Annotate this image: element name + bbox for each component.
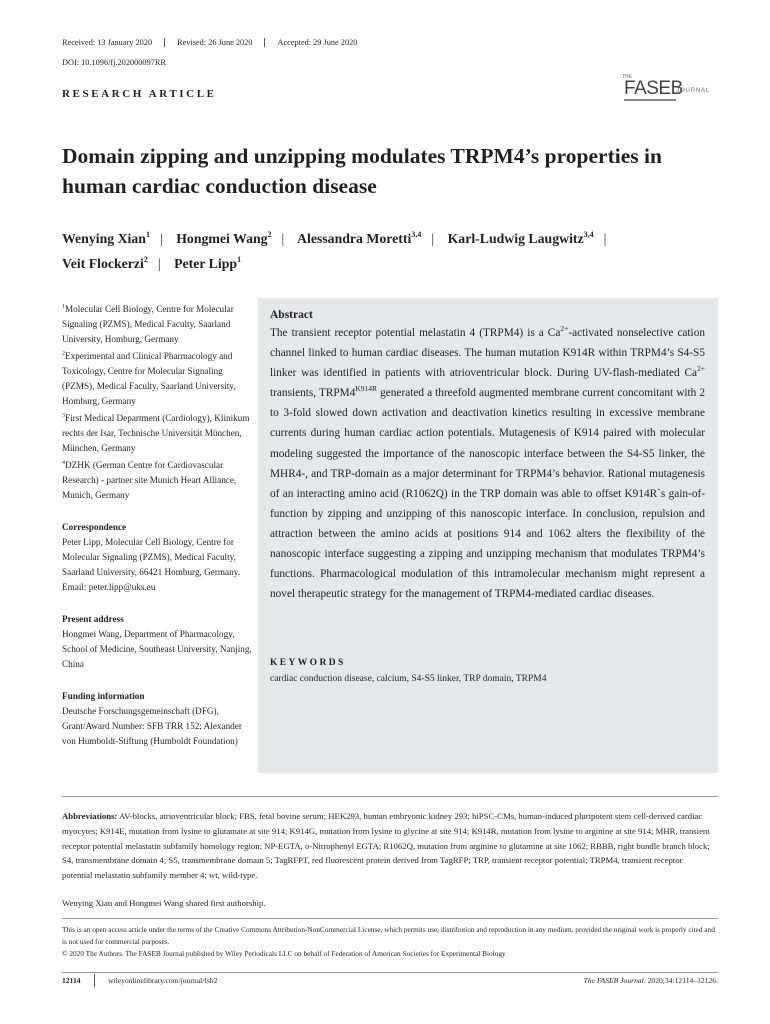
article-title: Domain zipping and unzipping modulates TRPM4’s properties in human cardiac conduction disease xyxy=(62,144,662,198)
revised-date: Revised: 26 June 2020 xyxy=(164,38,264,47)
author[interactable]: Peter Lipp$^1$ xyxy=(174,255,242,271)
present-address-heading: Present address xyxy=(62,614,124,624)
correspondence-text: Peter Lipp, Molecular Cell Biology, Centre for Molecular Signaling (PZMS), Medical Faculty, Saarland University, 66421 Homburg, Germany. xyxy=(62,537,241,577)
author-list: Wenying Xian$^1$ | Hongmei Wang$^2$ | Alessandra Moretti$^{3,4}$ | Karl-Ludwig Laugwitz$^{3,4}$ | Veit Flockerzi$^2$ | Peter Lipp$^1$ xyxy=(62,230,607,271)
affiliation: $^4$DZHK (German Centre for Cardiovascular Research) - partner site Munich Heart Alliance, Munich, Germany xyxy=(62,460,237,500)
abbreviations: Abbreviations: AV-blocks, atrioventricular block; FBS, fetal bovine serum; HEK293, human embryonic kidney 293; hiPSC-CMs, human-induced pluripotent stem cell-derived cardiac myocytes; K914E, mutation from lysine to glutamate at site 914; K914G, mutation from lysine to glycine at site 914; K914R, mutation from lysine to arginine at site 914; MHR, transient receptor potential melastatin subfamily homology region; NP-EGTA, o-Nitrophenyl EGTA; R1062Q, mutation from arginine to glutamine at site 1062; RBBB, right bundle branch block; S4, transmembrane domain 4; S5, transmembrane domain 5; TagRFPT, red fluorescent protein derived from TagRFP; TRP, transient receptor potential; TRPM4, transient receptor potential melastatin subfamily member 4; wt, wild-type. xyxy=(62,811,710,881)
logo-bar xyxy=(624,99,676,101)
doi[interactable]: DOI: 10.1096/fj.202000097RR xyxy=(62,58,166,67)
author[interactable]: Wenying Xian$^1$ xyxy=(62,230,150,246)
divider xyxy=(62,918,718,919)
present-address-text: Hongmei Wang, Department of Pharmacology, School of Medicine, Southeast University, Nanjing, China xyxy=(62,629,252,669)
divider xyxy=(62,796,718,797)
journal-citation: The FASEB Journal. 2020;34:12114–12126. xyxy=(583,976,718,985)
copyright-text: © 2020 The Authors. The FASEB Journal published by Wiley Periodicals LLC on behalf of Federation of American Societies for Experimental Biology xyxy=(62,949,506,958)
page-number: 12114 xyxy=(62,976,81,985)
received-date: Received: 13 January 2020 xyxy=(62,38,153,47)
abstract-box xyxy=(258,298,718,773)
faseb-journal-logo xyxy=(622,74,714,104)
article-type: RESEARCH ARTICLE xyxy=(62,88,217,100)
keywords-text: cardiac conduction disease, calcium, S4-S5 linker, TRP domain, TRPM4 xyxy=(270,674,547,684)
author[interactable]: Karl-Ludwig Laugwitz$^{3,4}$ xyxy=(447,230,594,246)
article-dates xyxy=(62,38,369,47)
author[interactable]: Hongmei Wang$^2$ xyxy=(176,230,272,246)
funding-heading: Funding information xyxy=(62,691,145,701)
correspondence-email[interactable]: Email: peter.lipp@uks.eu xyxy=(62,582,156,592)
open-access-text: This is an open access article under the terms of the Creative Commons Attribution-NonCommercial License, which permits use, distribution and reproduction in any medium, provided the original work is properly cited and is not used for commercial purposes. xyxy=(62,925,715,946)
logo-faseb: FASEB xyxy=(624,78,683,99)
shared-authorship-note: Wenying Xian and Hongmei Wang shared first authorship. xyxy=(62,898,266,908)
footer-separator xyxy=(94,974,95,987)
license-notice xyxy=(62,924,718,960)
affiliation: $^2$Experimental and Clinical Pharmacology and Toxicology, Centre for Molecular Signaling (PZMS), Medical Faculty, Saarland University, Homburg, Germany xyxy=(62,351,236,406)
sidebar-info xyxy=(62,302,252,749)
abstract-heading: Abstract xyxy=(270,309,313,321)
logo-the: THE xyxy=(622,74,632,80)
correspondence-heading: Correspondence xyxy=(62,522,127,532)
funding-text: Deutsche Forschungsgemeinschaft (DFG), Grant/Award Number: SFB TRR 152; Alexander von Humboldt-Stiftung (Humboldt Foundation) xyxy=(62,706,242,746)
abstract-text: The transient receptor potential melastatin 4 (TRPM4) is a $Ca^{2+}$-activated nonselective cation channel linked to human cardiac diseases. The human mutation K914R within TRPM4’s S4-S5 linker was identified in patients with atrioventricular block. During UV-flash-mediated $Ca^{2+}$ transients, $TRPM4^{K914R}$ generated a threefold augmented membrane current concomitant with 2 to 3-fold slowed down activation and deactivation kinetics resulting in excessive membrane currents during human cardiac action potentials. Mutagenesis of K914 paired with molecular modeling suggested the importance of the nanoscopic interface between the S4-S5 linker, the MHR4-, and TRP-domain as a major determinant for TRPM4’s behavior. Rational mutagenesis of an interacting amino acid (R1062Q) in the TRP domain was able to offset K914R`s gain-of-function by zipping and unzipping of this nanoscopic interface. In conclusion, repulsion and attraction between the amino acids at positions 914 and 1062 alters the flexibility of the nanoscopic interface suggesting a zipping and unzipping mechanism that modulates TRPM4’s functions. Pharmacological modulation of this intramolecular mechanism might represent a novel therapeutic strategy for the management of TRPM4-mediated cardiac diseases. xyxy=(270,324,706,601)
affiliation: $^1$Molecular Cell Biology, Centre for Molecular Signaling (PZMS), Medical Faculty, Saarland University, Homburg, Germany xyxy=(62,304,234,344)
keywords-heading: KEYWORDS xyxy=(270,658,346,668)
logo-journal: JOURNAL xyxy=(676,87,710,94)
affiliation: $^3$First Medical Department (Cardiology), Klinikum rechts der Isar, Technische Universität München, München, Germany xyxy=(62,413,250,453)
accepted-date: Accepted: 29 June 2020 xyxy=(264,38,369,47)
journal-url[interactable]: wileyonlinelibrary.com/journal/fsb2 xyxy=(108,976,218,985)
author[interactable]: Alessandra Moretti$^{3,4}$ xyxy=(297,230,422,246)
author[interactable]: Veit Flockerzi$^2$ xyxy=(62,255,148,271)
divider xyxy=(62,972,718,973)
